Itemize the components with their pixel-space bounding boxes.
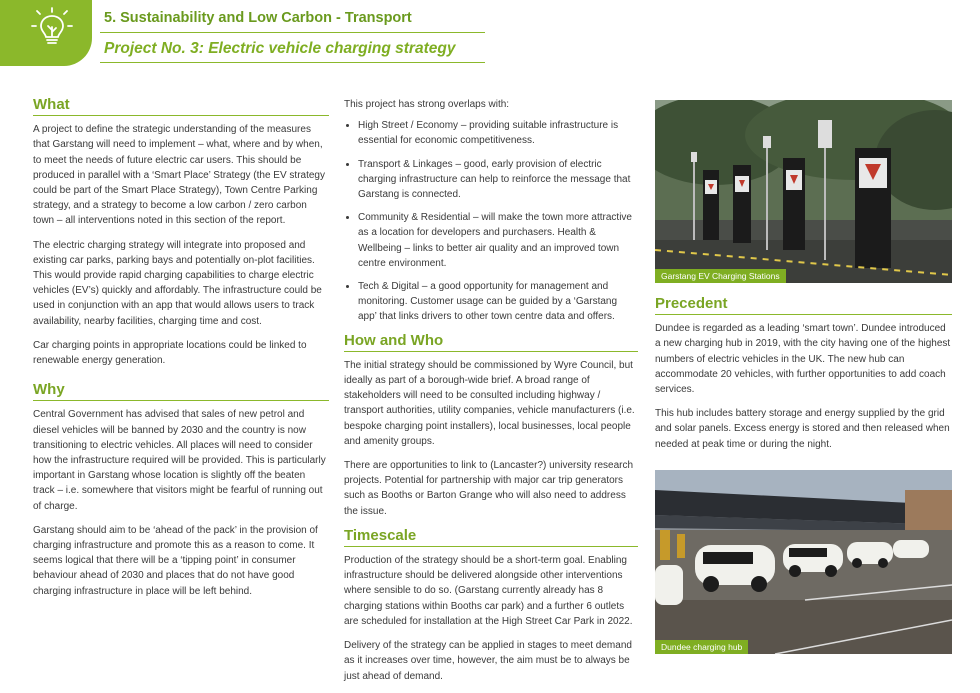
header-divider bbox=[100, 32, 485, 33]
precedent-paragraph-1: Dundee is regarded as a leading ‘smart town’. Dundee introduced a new charging hub in 2019, with the city having one of the highest numbers of electric vehicles in the UK. The new hub can accommodate 20 vehicles, with further opportunities to add coach services. bbox=[655, 323, 951, 396]
why-heading: Why bbox=[33, 382, 329, 401]
how-paragraph-2: There are opportunities to link to (Lancaster?) university research projects. Potential for partnership with major car trip generators such as Booths or Barton Grange who will also need to address the issue. bbox=[344, 460, 634, 517]
timescale-paragraph-1: Production of the strategy should be a short-term goal. Enabling infrastructure should be delivered alongside other interventions where sensible to do so. (Garstang currently already has 8 charging stations within Booths car park) and a further 6 outlets are scheduled for installation at the High Street Car Park in 2022. bbox=[344, 555, 633, 627]
how-heading: How and Who bbox=[344, 333, 638, 352]
overlap-item: • Tech & Digital – a good opportunity for management and monitoring. Customer usage can be guided by a ‘Garstang app’ that links drivers to other town centre data and offers. bbox=[358, 279, 638, 325]
overlaps-intro: This project has strong overlaps with: bbox=[344, 99, 510, 110]
overlap-item: • Transport & Linkages – good, early provision of electric charging infrastructure can help to reinforce the message that Garstang is connected. bbox=[358, 157, 638, 203]
overlap-item: • Community & Residential – will make the town more attractive as a location for developers and purchasers. Health & Wellbeing – links to better air quality and an improved town centre environment. bbox=[358, 210, 638, 271]
section-title: 5. Sustainability and Low Carbon - Transport bbox=[104, 10, 412, 26]
header-divider-bottom bbox=[100, 62, 485, 63]
garstang-photo bbox=[655, 100, 952, 283]
how-paragraph-1: The initial strategy should be commissioned by Wyre Council, but ideally as part of a borough-wide brief. A broad range of stakeholders will need to be consulted including highway / transport authorities, utility companies, vehicle manufacturers (i.e. bespoke charging point installers), local businesses, local people and amenity groups. bbox=[344, 359, 635, 447]
project-title: Project No. 3: Electric vehicle charging strategy bbox=[104, 40, 456, 57]
why-paragraph-1: Central Government has advised that sales of new petrol and diesel vehicles will be banned by 2030 and the country is now transitioning to electric vehicles. All places will need to consider how the infrastructure required will be provided. This is particularly important in Garstang whose location is slightly off the beaten track – i.e. somewhere that visitors might be fearful of running out of charge. bbox=[33, 409, 326, 512]
timescale-heading: Timescale bbox=[344, 528, 638, 547]
charging-hub-image bbox=[655, 470, 952, 654]
what-paragraph-2: The electric charging strategy will integrate into proposed and existing car parks, parking bays and potentially on-plot facilities. This would provide rapid charging capabilities to charge electric vehicles (EV’s) quickly and affordably. The infrastructure could be used in conjunction with an app that would allows users to track availability, nearby facilities, charging time and cost. bbox=[33, 239, 322, 327]
column-right bbox=[655, 296, 952, 461]
dundee-photo-caption: Dundee charging hub bbox=[655, 640, 748, 654]
overlaps-list bbox=[344, 118, 638, 324]
precedent-heading: Precedent bbox=[655, 296, 952, 315]
column-middle bbox=[344, 97, 638, 693]
what-paragraph-1: A project to define the strategic understanding of the measures that Garstang will need to implement – what, where and by when, to meet the needs of future electric car users. This should be produced in parallel with a ‘Smart Place’ Strategy (the EV strategy could be part of the Smart Place Strategy), Town Centre Parking strategy, and a strategy to become a low carbon / zero carbon town – all interventions noted in this section of the report. bbox=[33, 124, 325, 227]
lightbulb-icon bbox=[30, 6, 74, 50]
what-heading: What bbox=[33, 97, 329, 116]
why-paragraph-2: Garstang should aim to be ‘ahead of the pack’ in the provision of charging infrastructure and promote this as a reason to come. It seems logical that there will be a ‘tipping point’ in consumer behaviour ahead of 2030 and places that do not have good charging infrastructure in place will be left behind. bbox=[33, 524, 318, 597]
header-tab bbox=[0, 0, 92, 66]
charging-stations-image bbox=[655, 100, 952, 283]
timescale-paragraph-2: Delivery of the strategy can be applied in stages to meet demand as it increases over time, however, the aim must be to always be just ahead of demand. bbox=[344, 640, 632, 682]
what-paragraph-3: Car charging points in appropriate locations could be linked to renewable energy generation. bbox=[33, 339, 307, 367]
overlap-item: • High Street / Economy – providing suitable infrastructure is essential for economic competitiveness. bbox=[358, 118, 638, 148]
column-left bbox=[33, 97, 329, 608]
precedent-paragraph-2: This hub includes battery storage and energy supplied by the grid and solar panels. Excess energy is stored and then released when needed at peak time or during the night. bbox=[655, 408, 950, 450]
garstang-photo-caption: Garstang EV Charging Stations bbox=[655, 269, 786, 283]
dundee-photo bbox=[655, 470, 952, 654]
